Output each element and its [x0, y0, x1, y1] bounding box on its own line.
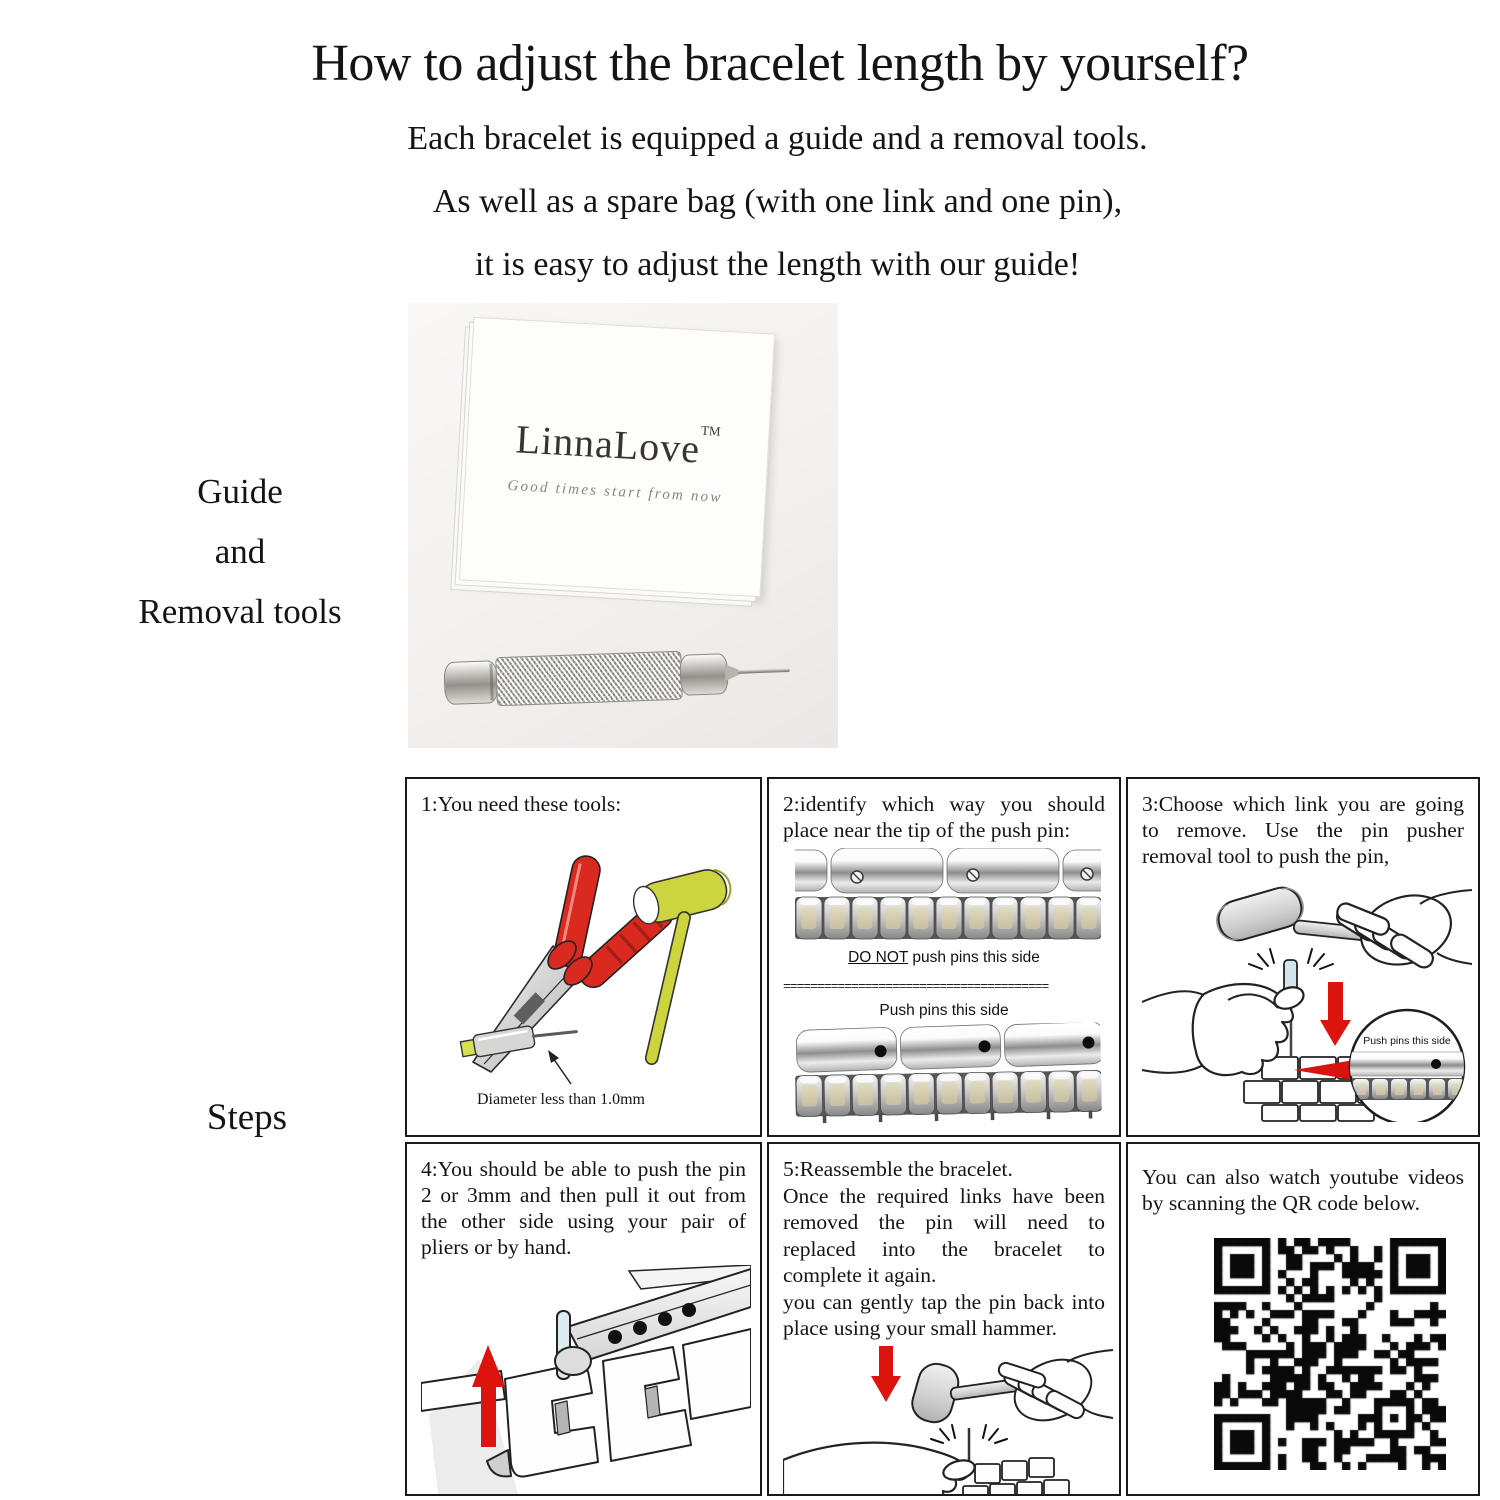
step-5-text: Once the required links have been removed the pin will need to replaced into the bracelet to complete it again.	[783, 1183, 1105, 1287]
hammer-icon	[630, 865, 735, 1065]
page-title: How to adjust the bracelet length by yourself?	[311, 35, 1249, 92]
step-panel-3	[1126, 777, 1480, 1137]
step-5-text: you can gently tap the pin back into place using your small hammer.	[783, 1289, 1105, 1340]
hand-holding-pin	[783, 1442, 977, 1496]
tool-knurled-grip	[495, 651, 683, 706]
link-cross-section	[487, 1329, 751, 1477]
bracelet-links	[963, 1458, 1069, 1497]
intro-line: As well as a spare bag (with one link and one pin),	[432, 183, 1123, 220]
step-4-text: 4:You should be able to push the pin 2 or 3mm and then pull it out from the other side using your pair of pliers or by hand.	[421, 1157, 746, 1259]
step-1-text: 1:You need these tools:	[421, 792, 622, 816]
bracelet-front-photo	[794, 1022, 1102, 1123]
step-3-text: 3:Choose which link you are going to remove. Use the pin pusher removal tool to push the pin,	[1142, 792, 1464, 868]
intro-line: it is easy to adjust the length with our guide!	[474, 246, 1081, 283]
guide-tools-label: Guide and Removal tools	[138, 472, 342, 631]
inset-label: Push pins this side	[1363, 1035, 1451, 1047]
steps-grid	[405, 777, 1480, 1496]
brand-logo: LinnaLove™	[514, 416, 722, 472]
step-6-text: You can also watch youtube videos by scanning the QR code below.	[1142, 1165, 1464, 1215]
diameter-caption: Diameter less than 1.0mm	[477, 1091, 645, 1108]
tool-needle	[738, 668, 790, 674]
caption-arrow	[548, 1050, 571, 1084]
bracelet-back-photo	[795, 848, 1101, 940]
step-5-text: 5:Reassemble the bracelet.	[783, 1157, 1013, 1181]
hand-holding-hammer	[1334, 884, 1472, 975]
tool-end-cap	[443, 660, 498, 705]
step-2-text: 2:identify which way you should place near the tip of the push pin:	[783, 792, 1105, 842]
steps-label: Steps	[206, 1097, 288, 1138]
down-arrow	[1320, 982, 1351, 1046]
push-label: Push pins this side	[879, 1002, 1009, 1019]
pull-pin-illustration	[421, 1265, 751, 1496]
intro-text	[0, 120, 1500, 309]
step-panel-6	[1126, 1142, 1480, 1496]
step-panel-4	[405, 1142, 762, 1496]
step-panel-1	[405, 777, 762, 1137]
chain-links	[796, 1070, 1102, 1123]
tool-end-cap	[679, 653, 728, 696]
guide-tools-photo	[408, 303, 838, 748]
tools-illustration	[421, 822, 751, 1114]
do-not-label: DO NOT push pins this side	[848, 949, 1040, 966]
qr-code	[1214, 1238, 1446, 1470]
jaw-tip	[555, 1347, 591, 1375]
down-arrow	[871, 1346, 901, 1402]
tap-pin-illustration	[783, 1342, 1113, 1497]
divider-line: =======================================	[783, 979, 1049, 994]
step-panel-5	[767, 1142, 1121, 1496]
chain-links	[796, 897, 1101, 939]
intro-line: Each bracelet is equipped a guide and a removal tools.	[407, 120, 1148, 157]
pin-removal-tool	[443, 647, 790, 707]
brand-slogan: Good times start from now	[507, 477, 723, 506]
inset-detail-circle	[1348, 1010, 1468, 1122]
guide-booklet	[459, 317, 775, 597]
step-panel-2	[767, 777, 1121, 1137]
push-pin-illustration	[1142, 874, 1472, 1122]
